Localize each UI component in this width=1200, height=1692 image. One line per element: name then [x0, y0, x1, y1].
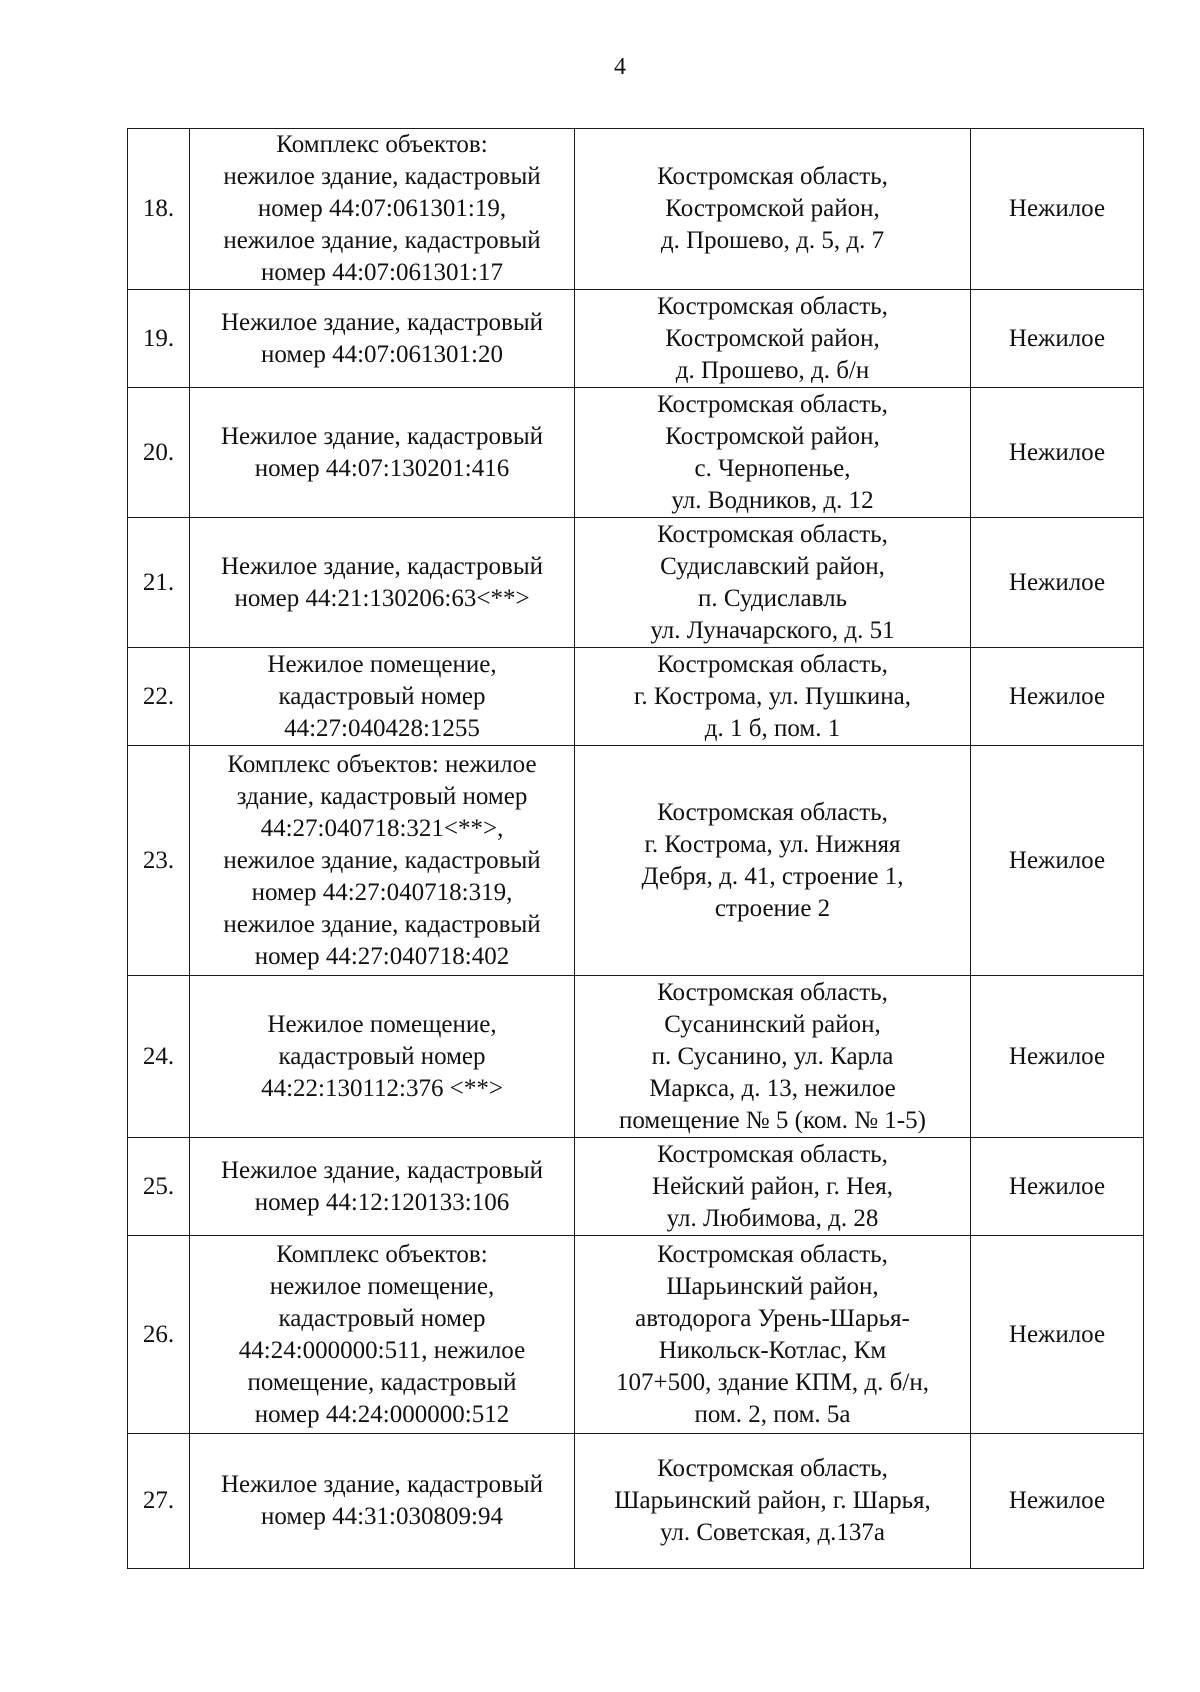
object-description	[190, 1236, 575, 1434]
object-address	[575, 388, 971, 518]
address-line: помещение № 5 (ком. № 1-5)	[619, 1106, 926, 1134]
address-line: г. Кострома, ул. Пушкина,	[633, 682, 911, 710]
object-line: здание, кадастровый номер	[236, 782, 528, 810]
table-row	[128, 290, 1144, 388]
address-line: Костромская область,	[657, 798, 888, 826]
object-line: нежилое здание, кадастровый	[223, 227, 541, 254]
address-line: Костромская область,	[657, 650, 888, 678]
object-line: номер 44:07:061301:20	[261, 340, 503, 368]
object-line: нежилое здание, кадастровый	[223, 846, 541, 874]
address-line: п. Судиславль	[698, 584, 847, 612]
address-line: Шарьинский район, г. Шарья,	[614, 1487, 931, 1514]
object-line: 44:27:040718:321<**>,	[260, 814, 504, 842]
object-description	[190, 388, 575, 518]
object-line: номер 44:24:000000:512	[254, 1400, 510, 1428]
object-line: Нежилое здание, кадастровый	[220, 308, 543, 336]
object-line: номер 44:12:120133:106	[254, 1188, 510, 1216]
object-type: Нежилое	[971, 1434, 1144, 1569]
address-line: г. Кострома, ул. Нижняя	[644, 830, 901, 858]
row-number: 26.	[128, 1236, 190, 1434]
address-line: Костромская область,	[657, 163, 888, 190]
object-line: номер 44:07:130201:416	[254, 454, 510, 482]
table-row	[128, 1138, 1144, 1236]
row-number: 22.	[128, 648, 190, 746]
row-number: 20.	[128, 388, 190, 518]
object-line: номер 44:31:030809:94	[261, 1503, 503, 1530]
row-number: 24.	[128, 976, 190, 1138]
address-line: Костромская область,	[657, 1140, 888, 1168]
object-description	[190, 746, 575, 976]
address-line: 107+500, здание КПМ, д. б/н,	[616, 1368, 929, 1396]
address-line: Костромская область,	[657, 390, 888, 418]
row-number: 19.	[128, 290, 190, 388]
table-row	[128, 746, 1144, 976]
object-line: Нежилое здание, кадастровый	[220, 422, 543, 450]
address-line: Дебря, д. 41, строение 1,	[641, 862, 904, 890]
object-type: Нежилое	[971, 1138, 1144, 1236]
address-line: Костромская область,	[657, 978, 888, 1006]
object-line: нежилое здание, кадастровый	[223, 910, 541, 938]
object-address	[575, 1434, 971, 1569]
object-type: Нежилое	[971, 388, 1144, 518]
object-line: Нежилое помещение,	[267, 1010, 497, 1038]
address-line: Костромской район,	[665, 195, 880, 222]
table-row	[128, 518, 1144, 648]
address-line: с. Чернопенье,	[694, 454, 851, 482]
address-line: Костромской район,	[665, 324, 880, 352]
object-address	[575, 1236, 971, 1434]
object-address	[575, 648, 971, 746]
row-number: 25.	[128, 1138, 190, 1236]
address-line: Костромская область,	[657, 292, 888, 320]
object-line: 44:27:040428:1255	[284, 714, 480, 742]
object-line: нежилое здание, кадастровый	[223, 163, 541, 190]
object-line: Нежилое здание, кадастровый	[220, 552, 543, 580]
address-line: Шарьинский район,	[666, 1272, 879, 1300]
table-row	[128, 129, 1144, 290]
object-line: кадастровый номер	[278, 1304, 486, 1332]
object-address	[575, 746, 971, 976]
address-line: п. Сусанино, ул. Карла	[651, 1042, 894, 1070]
registry-body	[128, 129, 1144, 1569]
row-number: 23.	[128, 746, 190, 976]
object-description	[190, 518, 575, 648]
object-line: нежилое помещение,	[269, 1272, 495, 1300]
address-line: автодорога Урень-Шарья-	[635, 1304, 910, 1332]
address-line: Нейский район, г. Нея,	[652, 1172, 893, 1200]
object-line: номер 44:21:130206:63<**>	[234, 584, 530, 612]
address-line: Костромская область,	[657, 1455, 888, 1482]
object-type: Нежилое	[971, 746, 1144, 976]
object-type: Нежилое	[971, 976, 1144, 1138]
object-description	[190, 129, 575, 290]
object-line: 44:24:000000:511, нежилое	[238, 1336, 526, 1364]
object-line: Нежилое помещение,	[267, 650, 497, 678]
object-address	[575, 976, 971, 1138]
table-row	[128, 976, 1144, 1138]
row-number: 27.	[128, 1434, 190, 1569]
table-row	[128, 1434, 1144, 1569]
address-line: д. Прошево, д. 5, д. 7	[660, 227, 885, 254]
object-description	[190, 648, 575, 746]
page-number: 4	[614, 54, 626, 80]
object-line: помещение, кадастровый	[247, 1368, 517, 1396]
object-line: Комплекс объектов:	[276, 1240, 488, 1268]
row-number: 18.	[128, 129, 190, 290]
object-type: Нежилое	[971, 518, 1144, 648]
address-line: Маркса, д. 13, нежилое	[649, 1074, 896, 1102]
object-line: Комплекс объектов:	[276, 131, 488, 158]
address-line: Костромская область,	[657, 520, 888, 548]
row-number: 21.	[128, 518, 190, 648]
object-description	[190, 290, 575, 388]
object-description	[190, 976, 575, 1138]
object-line: Комплекс объектов: нежилое	[227, 750, 537, 778]
object-type: Нежилое	[971, 1236, 1144, 1434]
address-line: ул. Любимова, д. 28	[666, 1204, 879, 1232]
object-description	[190, 1138, 575, 1236]
object-line: номер 44:07:061301:19,	[257, 195, 507, 222]
address-line: д. 1 б, пом. 1	[704, 714, 841, 742]
object-line: кадастровый номер	[278, 682, 486, 710]
object-line: Нежилое здание, кадастровый	[220, 1156, 543, 1184]
object-address	[575, 129, 971, 290]
address-line: Судиславский район,	[660, 552, 885, 580]
property-registry-table	[127, 128, 1144, 1569]
object-type: Нежилое	[971, 290, 1144, 388]
address-line: ул. Советская, д.137а	[659, 1519, 886, 1546]
address-line: пом. 2, пом. 5а	[694, 1400, 851, 1428]
address-line: ул. Луначарского, д. 51	[650, 616, 895, 644]
address-line: Никольск-Котлас, Км	[658, 1336, 887, 1364]
address-line: Сусанинский район,	[664, 1010, 881, 1038]
address-line: ул. Водников, д. 12	[671, 486, 874, 514]
table-row	[128, 648, 1144, 746]
object-address	[575, 1138, 971, 1236]
address-line: Костромская область,	[657, 1240, 888, 1268]
address-line: д. Прошево, д. б/н	[675, 356, 870, 384]
object-address	[575, 518, 971, 648]
object-address	[575, 290, 971, 388]
table-row	[128, 1236, 1144, 1434]
object-type: Нежилое	[971, 648, 1144, 746]
table-row	[128, 388, 1144, 518]
object-line: кадастровый номер	[278, 1042, 486, 1070]
object-description	[190, 1434, 575, 1569]
object-line: номер 44:27:040718:402	[254, 942, 510, 970]
object-line: 44:22:130112:376 <**>	[261, 1074, 503, 1102]
object-type: Нежилое	[971, 129, 1144, 290]
object-line: Нежилое здание, кадастровый	[220, 1471, 543, 1498]
address-line: Костромской район,	[665, 422, 880, 450]
address-line: строение 2	[714, 894, 831, 922]
object-line: номер 44:27:040718:319,	[251, 878, 513, 906]
object-line: номер 44:07:061301:17	[261, 259, 503, 286]
